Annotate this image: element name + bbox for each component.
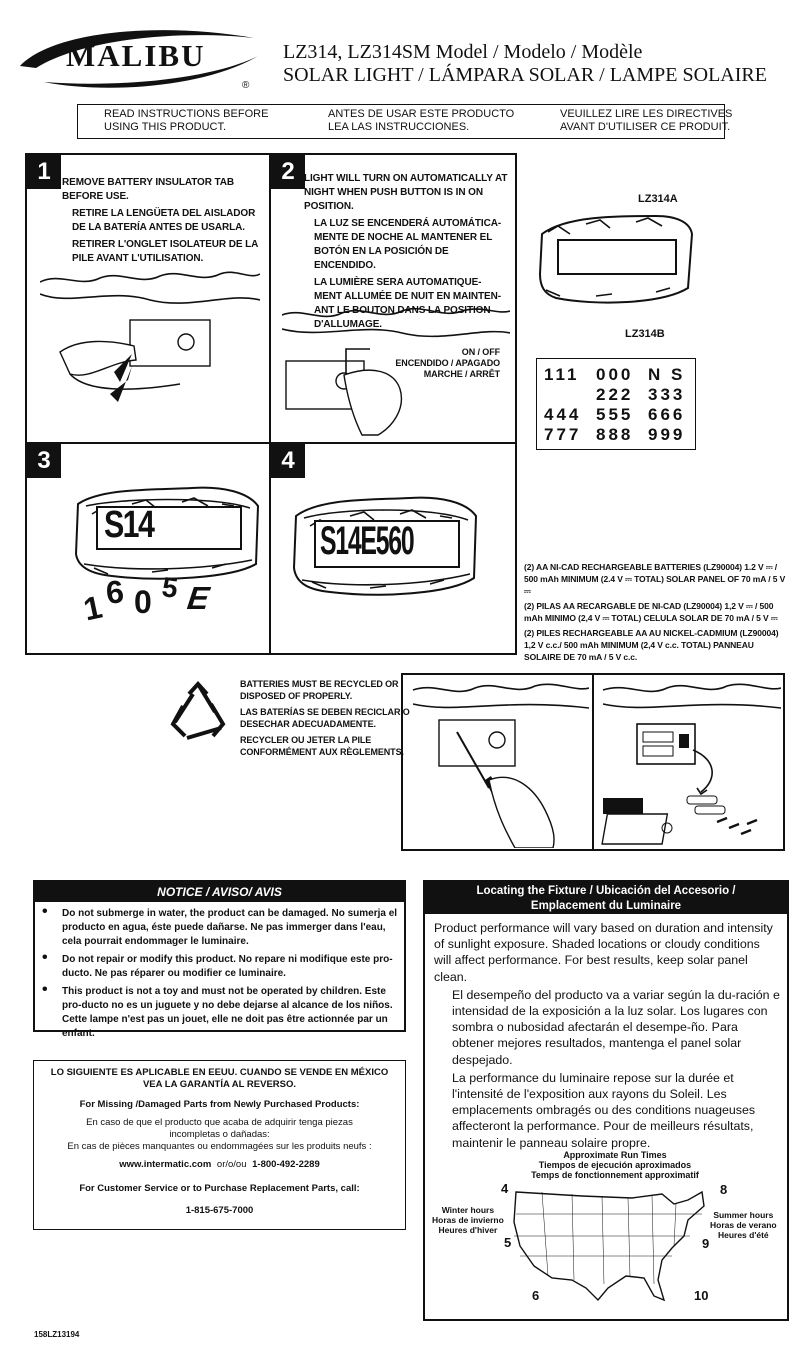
step-1-number: 1	[27, 155, 61, 189]
on-off-label: ON / OFF ENCENDIDO / APAGADO MARCHE / ARRÊT	[395, 347, 500, 379]
hours-6: 6	[532, 1288, 540, 1303]
run-times-title: Approximate Run Times Tiempos de ejecución aproximados Temps de fonctionnement approximatif	[531, 1150, 699, 1180]
hours-8: 8	[720, 1182, 728, 1197]
notice-item: • Do not repair or modify this product. No repare ni modifique este pro-ducto. Ne pas réparer ou modifier ce luminaire.	[36, 953, 400, 981]
screwdriver-illustration	[405, 680, 589, 848]
support-content: LO SIGUIENTE ES APLICABLE EN EEUU. CUANDO SE VENDE EN MÉXICO VEA LA GARANTÍA AL REVERSO. For Missing /Damaged Parts from Newly Purchased Products: En caso de que el producto que acaba de adquirir tenga piezas incompletas o dañadas: En cas de pièces manquantes ou endommagées sur les produits neufs : www.intermatic.com or/o/ou 1-800-492-2289 For Customer Service or to Purchase Replacement Parts, call: 1-815-675-7000	[38, 1067, 401, 1217]
step-1-text: REMOVE BATTERY INSULATOR TAB BEFORE USE. RETIRE LA LENGÜETA DEL AISLADOR DE LA BATERÍA ANTES DE USARLA. RETIRER L'ONGLET ISOLATEUR DE LA PILE AVANT L'UTILISATION.	[62, 177, 258, 264]
step-1-illustration	[40, 262, 260, 432]
website-link[interactable]: www.intermatic.com	[119, 1159, 212, 1170]
service-phone[interactable]: 1-815-675-7000	[185, 1205, 254, 1216]
recycle-icon	[165, 680, 231, 746]
step-2-illustration	[282, 305, 510, 437]
step-3-plate: S14	[96, 506, 242, 550]
model-b-label: LZ314B	[625, 328, 665, 340]
notice-item: • Do not submerge in water, the product can be damaged. No sumerja el producto en agua, éste puede dañarse. Ne pas immerger dans l'eau, cela pourrait endommager le luminaire.	[36, 907, 400, 949]
locating-title: Locating the Fixture / Ubicación del Accesorio / Emplacement du Luminaire	[425, 882, 787, 914]
step-2-number: 2	[271, 155, 305, 189]
battery-compartment-illustration	[597, 680, 781, 848]
char-row: 111 000 N S	[544, 365, 686, 384]
char-row: 777 888 999	[544, 425, 686, 444]
step-4-plate: S14E560	[314, 520, 460, 568]
hours-4: 4	[501, 1181, 509, 1196]
model-line: LZ314, LZ314SM Model / Modelo / Modèle	[283, 41, 643, 63]
notice-title: NOTICE / AVISO/ AVIS	[35, 882, 404, 902]
registered-mark: ®	[242, 80, 250, 91]
notice-list	[36, 907, 400, 1045]
char-row: 222 333	[596, 385, 686, 404]
locating-text: Product performance will vary based on duration and intensity of sunlight exposure. Shaded locations or cloudy conditions will affect performance. For best results, keep solar panel clean. El desempeño del producto va a variar según la du-ración e intensidad de la exposición a la luz solar. Los lugares con sombra o nubosidad afectarán el desempe-ño. Para obtener mejores resultados, mantenga el panel solar despejado. La performance du luminaire repose sur la durée et l'intensité de l'exposition aux rayons du Soleil. Les emplacements ombragés ou des conditions nuageuses affecteront la performance. Pour de meilleurs résultats, maintenir le panneau solaire propre.	[434, 921, 780, 1150]
document-code: 158LZ13194	[34, 1330, 80, 1339]
read-first-es: ANTES DE USAR ESTE PRODUCTO LEA LAS INSTRUCCIONES.	[328, 108, 515, 133]
brand-name: MALIBU	[66, 38, 206, 73]
step-3-number: 3	[27, 444, 61, 478]
battery-specs: (2) AA NI-CAD RECHARGEABLE BATTERIES (LZ90004) 1.2 V ⎓ / 500 mAh MINIMUM (2.4 V ⎓ TOTAL) SOLAR PANEL OF 70 mA / 5 V ⎓ (2) PILAS AA RECARGABLE DE NI-CAD (LZ90004) 1,2 V ⎓ / 500 mAh MINIMO (2,4 V ⎓ TOTAL) CELULA SOLAR DE 70 mA / 5 V ⎓ (2) PILES RECHARGEABLE AA AU NICKEL-CADMIUM (LZ90004) 1,2 V c.c./ 500 mAh MINIMUM (2,4 V c.c. TOTAL) PANNEAU SOLAIRE DE 70 mA / 5 V c.c.	[524, 562, 786, 662]
loose-characters: 1 6 0 5 E	[80, 571, 216, 628]
recycle-text: BATTERIES MUST BE RECYCLED OR DISPOSED OF PROPERLY. LAS BATERÍAS SE DEBEN RECICLAR O DESECHAR ADECUADAMENTE. RECYCLER OU JETER LA PILE CONFORMÉMENT AUX RÈGLEMENTS.	[240, 679, 410, 757]
notice-item: • This product is not a toy and must not be operated by children. Este pro-ducto no es un juguete y no debe dejarse al alcance de los niños. Cette lampe n'est pas un jouet, elle ne doit pas être actionnée par un enfant.	[36, 985, 400, 1041]
product-line: SOLAR LIGHT / LÁMPARA SOLAR / LAMPE SOLAIRE	[283, 64, 767, 86]
step-2-text: LIGHT WILL TURN ON AUTOMATICALLY AT NIGHT WHEN PUSH BUTTON IS IN ON POSITION. LA LUZ SE ENCENDERÁ AUTOMÁTICA-MENTE DE NOCHE AL MANTENER EL BOTÓN EN LA POSICIÓN DE ENCENDIDO. LA LUMIÈRE SERA AUTOMATIQUE-MENT ALLUMÉE DE NUIT EN MAINTEN-ANT LE BOUTON DANS LA POSITION D'ALLUMAGE.	[304, 173, 508, 330]
summer-hours-label: Summer hours Horas de verano Heures d'été	[710, 1210, 777, 1240]
hours-5: 5	[504, 1235, 512, 1250]
read-first-en: READ INSTRUCTIONS BEFORE USING THIS PRODUCT.	[104, 108, 269, 133]
read-first-fr: VEUILLEZ LIRE LES DIRECTIVES AVANT D'UTILISER CE PRODUIT.	[560, 108, 733, 133]
model-a-label: LZ314A	[638, 193, 678, 205]
model-a-illustration	[536, 210, 696, 310]
us-map	[512, 1184, 708, 1304]
phone-link[interactable]: 1-800-492-2289	[252, 1159, 320, 1170]
winter-hours-label: Winter hours Horas de invierno Heures d'hiver	[432, 1205, 504, 1235]
step-4-number: 4	[271, 444, 305, 478]
model-b-characters	[544, 365, 685, 445]
hours-10: 10	[694, 1288, 709, 1303]
hours-9: 9	[702, 1236, 710, 1251]
char-row: 444 555 666	[544, 405, 686, 424]
